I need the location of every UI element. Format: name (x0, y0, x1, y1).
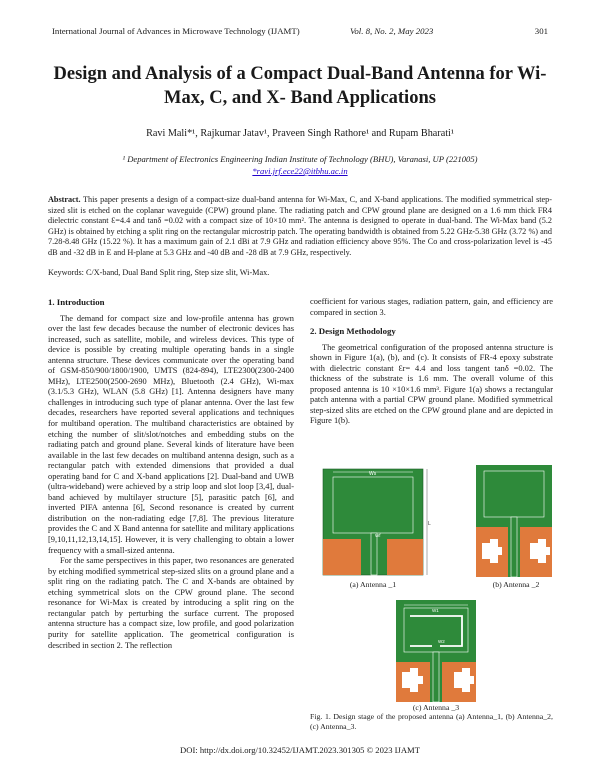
intro-paragraph-2: For the same perspectives in this paper, two resonances are generated by etching modified symmetrical step-sized slits on a ground plane and a split ring on the radiating patch. The C and X-bands are obtained by etching symmetrical slots on the CPW ground plane. The second resonance for Wi-Max is created by introducing a split ring on the rectangular patch by perturbing the surface current. The proposed antenna structure has a compact size, low profile, and good polarization purity for satellite application. The geometrical configuration is described in section 2. The reflection (48, 556, 294, 650)
caption-antenna-2: (b) Antenna _2 (492, 580, 540, 589)
author-list: Ravi Mali*¹, Rajkumar Jatav¹, Praveen Singh Rathore¹ and Rupam Bharati¹ (146, 128, 454, 139)
label-w: W (369, 463, 374, 469)
label-l: L (428, 521, 431, 527)
paper-title: Design and Analysis of a Compact Dual-Band Antenna for Wi-Max, C, and X- Band Applications (53, 64, 547, 108)
feed-line (371, 533, 377, 575)
label-wf: Wf (375, 533, 381, 538)
journal-name: International Journal of Advances in Microwave Technology (IJAMT) (52, 26, 300, 36)
figure-caption: Fig. 1. Design stage of the proposed antenna (a) Antenna_1, (b) Antenna_2, (c) Antenna_3. (310, 712, 553, 731)
page-number: 301 (534, 26, 548, 36)
ground-left (323, 539, 361, 575)
section-heading-design: 2. Design Methodology (310, 326, 396, 337)
radiating-patch (484, 471, 544, 517)
figure-antenna-1 (317, 455, 435, 580)
volume-info: Vol. 8, No. 2, May 2023 (350, 26, 434, 36)
abstract-text: This paper presents a design of a compact-size dual-band antenna for Wi-Max, C, and X-band applications. The modified symmetrical step-sized slit is etched on the coplanar waveguide (CPW) ground plane. The radiating patch and CPW ground plane are designed on a 1.6 mm thick FR4 dielectric constant Ɛ=4.4 and tanδ =0.02 with a compact size of 10×10 mm². The antenna is designed to operate in dual-band. The Wi-Max band (5.2 GHz) is obtained by etching a split ring on the rectangular microstrip patch. The operating bandwidth is obtained from 5.22 GHz-5.38 GHz (3.72 %) and 7.28-8.48 GHz (15.22 %). It has a maximum gain of 2.1 dBi at 7.9 GHz and radiation efficiency above 95%. The Co and cross-polarization level is -45 dB and -32 dB in E and H-plane at 5.3 GHz and -40 dB and -28 dB at 7.9 GHz, respectively. (48, 195, 552, 257)
label-w1: W1 (432, 608, 439, 613)
doi-footer: DOI: http://dx.doi.org/10.32452/IJAMT.2023.301305 © 2023 IJAMT (180, 745, 420, 755)
abstract (48, 195, 552, 259)
ground-right (387, 539, 423, 575)
feed-line (511, 517, 517, 577)
caption-antenna-1: (a) Antenna _1 (349, 580, 397, 589)
email-link[interactable]: *ravi.jrf.ece22@itbhu.ac.in (252, 166, 348, 176)
feed-line (433, 652, 439, 702)
radiating-patch (333, 477, 413, 533)
label-ws: Ws (369, 471, 377, 477)
affiliation (40, 153, 560, 177)
section-heading-introduction: 1. Introduction (48, 297, 105, 307)
figure-antenna-2 (476, 465, 552, 577)
right-column (310, 297, 553, 427)
affiliation-text: ¹ Department of Electronics Engineering Indian Institute of Technology (BHU), Varanasi, UP (221005) (122, 154, 478, 164)
design-paragraph-1: The geometrical configuration of the proposed antenna structure is shown in Figure 1(a), (b), and (c). It consists of FR-4 epoxy substrate with dielectric constant Ɛr= 4.4 and loss tangent tanδ =0.02. The thickness of the substrate is 1.6 mm. The overall volume of this proposed antenna is 10 ×10×1.6 mm³. Figure 1(a) shows a rectangular patch antenna with a partial CPW ground plane. Modified symmetrical step-sized slits are etched on the CPW ground plane and are depicted in Figure 1(b). (310, 342, 553, 426)
intro-paragraph-1: The demand for compact size and low-profile antenna has grown over the last few decades because the number of electronic devices has increased, such as satellite, mobile, and wireless devices. This type of device is possible by creating multiple operating bands in a single antenna structure. These devices communicate over the operating band of GSM-850/900/1800/1900, UMTS (824-894), LTE2300(2300-2400 MHz), LTE2500(2500-2690 MHz), Bluetooth (2.4 GHz), Wi-max (3.1/5.3 GHz), WLAN (5.8 GHz) [1]. Antenna designers have many challenges in introducing such type of planar antenna. Over the last few decades, researchers have reported several applications and techniques for multiband operation. The multiband characteristics are obtained by etching the number of slit/slot/notches and embedding stubs on the radiating patch and ground plane. Several kinds of literature have been available in the last few decades on multiband antenna design, such as a rectangular patch with extended dimensions that provided a dual operating band for C and X-band applications [2]. Dual-band and UWB (ultra-wideband) were achieved by a strip loop and slot loop [3,4], dual-band achieved by multilayer structure [5], parasitic patch [6], and inverted PIFA antenna [6], Second resonance is created by current distribution on the non-radiating edge [7,8]. The previous literature provides the C and X Band antenna for satellite and military applications [9,10,11,12,13,14,15]. However, it is very challenging to obtain a lower frequency with a small-sized antenna. (48, 313, 294, 555)
intro-continuation: coefficient for various stages, radiation pattern, gain, and efficiency are compared in section 3. (310, 297, 553, 317)
label-w2: W2 (438, 639, 445, 644)
left-column (48, 297, 294, 651)
caption-antenna-3: (c) Antenna _3 (412, 703, 460, 712)
figure-antenna-3 (396, 600, 476, 702)
running-header (52, 26, 548, 38)
keywords: Keywords: C/X-band, Dual Band Split ring, Step size slit, Wi-Max. (48, 268, 270, 277)
abstract-label: Abstract. (48, 195, 81, 204)
